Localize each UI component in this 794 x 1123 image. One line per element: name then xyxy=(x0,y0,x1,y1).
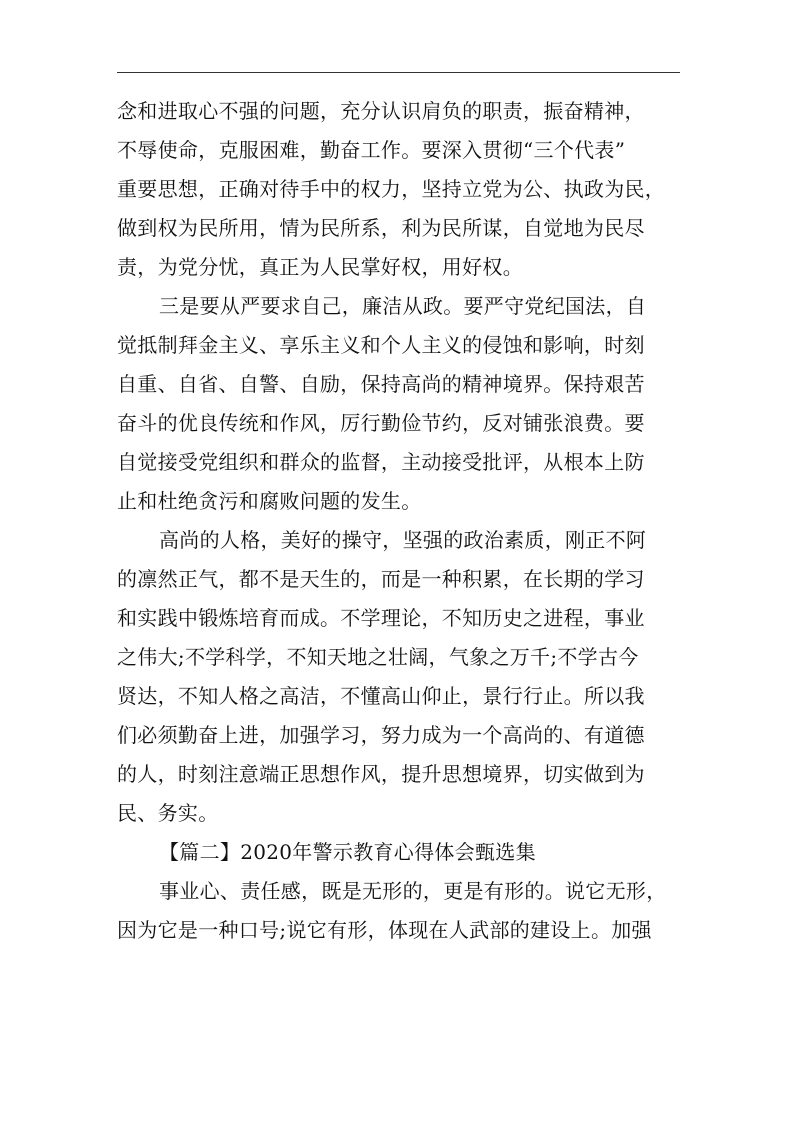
header-rule xyxy=(117,72,680,73)
text-line: 念和进取心不强的问题，充分认识肩负的职责，振奋精神， xyxy=(117,99,645,123)
paragraph-start-line: 三是要从严要求自己，廉洁从政。要严守党纪国法，自 xyxy=(159,294,647,318)
section-heading: 【篇二】2020年警示教育心得体会甄选集 xyxy=(159,840,536,864)
text-line: 觉抵制拜金主义、享乐主义和个人主义的侵蚀和影响，时刻 xyxy=(117,333,645,357)
text-line: 做到权为民所用，情为民所系，利为民所谋，自觉地为民尽 xyxy=(117,216,645,240)
text-line: 的凛然正气，都不是天生的，而是一种积累，在长期的学习 xyxy=(117,567,645,591)
document-body xyxy=(117,92,687,950)
text-line: 止和杜绝贪污和腐败问题的发生。 xyxy=(117,489,422,513)
text-line: 之伟大;不学科学，不知天地之壮阔，气象之万千;不学古今 xyxy=(117,645,639,669)
text-line: 和实践中锻炼培育而成。不学理论，不知历史之进程，事业 xyxy=(117,606,645,630)
text-line: 重要思想，正确对待手中的权力，坚持立党为公、执政为民， xyxy=(117,177,666,201)
text-line: 不辱使命，克服困难，勤奋工作。要深入贯彻“三个代表” xyxy=(117,138,626,162)
text-line: 自觉接受党组织和群众的监督，主动接受批评，从根本上防 xyxy=(117,450,645,474)
paragraph-start-line: 高尚的人格，美好的操守，坚强的政治素质，刚正不阿 xyxy=(159,528,647,552)
text-line: 们必须勤奋上进，加强学习，努力成为一个高尚的、有道德 xyxy=(117,723,645,747)
text-line: 自重、自省、自警、自励，保持高尚的精神境界。保持艰苦 xyxy=(117,372,645,396)
text-line: 因为它是一种口号;说它有形，体现在人武部的建设上。加强 xyxy=(117,918,652,942)
text-line: 奋斗的优良传统和作风，厉行勤俭节约，反对铺张浪费。要 xyxy=(117,411,645,435)
text-line: 责，为党分忧，真正为人民掌好权，用好权。 xyxy=(117,255,523,279)
text-line: 民、务实。 xyxy=(117,801,219,825)
text-line: 的人，时刻注意端正思想作风，提升思想境界，切实做到为 xyxy=(117,762,645,786)
paragraph-start-line: 事业心、责任感，既是无形的，更是有形的。说它无形， xyxy=(159,879,667,903)
text-line: 贤达，不知人格之高洁，不懂高山仰止，景行行止。所以我 xyxy=(117,684,645,708)
